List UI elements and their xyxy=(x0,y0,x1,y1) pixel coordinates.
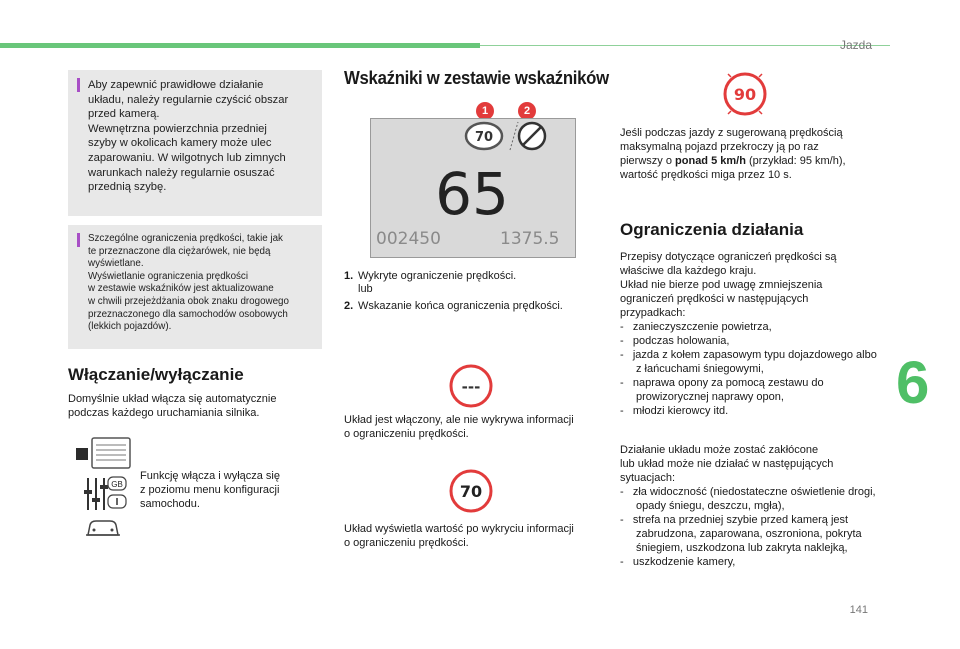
note-camera-cleaning xyxy=(68,70,322,216)
func-description: Funkcję włącza i wyłącza się z poziomu menu konfiguracji samochodu. xyxy=(140,470,280,510)
note-marker xyxy=(77,233,80,247)
item-text: Wskazanie końca ograniczenia prędkości. xyxy=(358,300,563,312)
top-divider xyxy=(480,45,890,46)
chapter-number: 6 xyxy=(896,349,930,416)
separator xyxy=(510,122,518,150)
heading-wskazniki: Wskaźniki w zestawie wskaźników xyxy=(344,68,609,88)
no-limit-sign-icon xyxy=(448,363,494,409)
zaklocenia-text: Działanie układu może zostać zakłócone lub układ może nie działać w następujących sytuacjach: xyxy=(620,444,834,484)
list-item: - młodzi kierowcy itd. xyxy=(620,405,729,417)
list-item: - podczas holowania, xyxy=(620,335,730,347)
list-item-1 xyxy=(344,270,594,296)
dash-sign-area xyxy=(462,120,574,160)
dash-sign-value: 70 xyxy=(474,130,494,145)
limit-90-flashing-sign-icon xyxy=(722,71,768,117)
text-no-limit: Układ jest włączony, ale nie wykrywa informacji o ograniczeniu prędkości. xyxy=(344,414,574,440)
ograniczenia-text: Przepisy dotyczące ograniczeń prędkości są właściwe dla każdego kraju. Układ nie bierze pod uwagę zmniejszenia ograniczeń prędkości w następujących przypadkach: xyxy=(620,251,837,319)
item-number: 2. xyxy=(344,300,354,312)
list-limitations xyxy=(620,320,882,418)
heading-wlaczanie: Włączanie/wyłączanie xyxy=(68,365,244,384)
note-special-limits xyxy=(68,225,322,349)
end-of-limit-icon xyxy=(519,123,545,149)
text-limit-70: Układ wyświetla wartość po wykryciu informacji o ograniczeniu prędkości. xyxy=(344,523,574,549)
list-item: - naprawa opony za pomocą zestawu do prowizorycznej naprawy opon, xyxy=(620,377,824,403)
dash-odometer: 002450 xyxy=(376,229,441,249)
heading-ograniczenia: Ograniczenia działania xyxy=(620,220,804,239)
callout-badge-2: 2 xyxy=(518,102,536,120)
section-label: Jazda xyxy=(839,38,872,52)
settings-sliders-icon xyxy=(84,478,108,510)
text-overspeed: Jeśli podczas jazdy z sugerowaną prędkością maksymalną pojazd przekroczy ją po raz pierwszy o ponad 5 km/h (przykład: 95 km/h), wartość prędkości miga przez 10 s. xyxy=(620,127,846,181)
item-sub: lub xyxy=(358,283,373,295)
svg-text:---: --- xyxy=(461,378,481,396)
list-item-2 xyxy=(344,300,594,313)
wlaczanie-text: Domyślnie układ włącza się automatycznie podczas każdego uruchamiania silnika. xyxy=(68,393,277,419)
svg-text:70: 70 xyxy=(459,482,483,501)
display-screen-icon xyxy=(76,438,130,468)
list-item: - uszkodzenie kamery, xyxy=(620,556,736,568)
dash-speed: 65 xyxy=(435,160,509,228)
settings-icons-group xyxy=(72,435,132,543)
top-accent-bar xyxy=(0,43,480,48)
note-text: Aby zapewnić prawidłowe działanie układu, należy regularnie czyścić obszar przed kamerą. Wewnętrzna powierzchnia przedniej szyby w okolicach kamery może ulec zaparowaniu. W wilgotnych lub zimnych warunkach należy regularnie osuszać przednią szybę. xyxy=(88,79,289,194)
item-number: 1. xyxy=(344,270,354,282)
list-item: - jazda z kołem zapasowym typu dojazdowego albo z łańcuchami śniegowymi, xyxy=(620,349,877,375)
page-number: 141 xyxy=(849,604,868,616)
list-item: - zła widoczność (niedostateczne oświetlenie drogi, opady śniegu, deszczu, mgła), xyxy=(620,486,876,512)
note-marker xyxy=(77,78,80,92)
dash-trip: 1375.5 xyxy=(500,229,560,249)
list-item: - strefa na przedniej szybie przed kamerą jest zabrudzona, zaparowana, oszroniona, pokryta śniegiem, uszkodzona lub zakryta naklejką, xyxy=(620,514,862,554)
speed-limit-sign-icon xyxy=(466,123,502,149)
item-text: Wykryte ograniczenie prędkości. xyxy=(358,270,517,282)
car-icon xyxy=(86,521,120,535)
info-icon xyxy=(108,495,126,508)
list-item: - zanieczyszczenie powietrza, xyxy=(620,321,772,333)
svg-text:GB: GB xyxy=(111,480,123,489)
svg-text:90: 90 xyxy=(733,85,757,104)
callout-badge-1: 1 xyxy=(476,102,494,120)
language-icon xyxy=(108,477,126,490)
note-text: Szczególne ograniczenia prędkości, takie jak te przeznaczone dla ciężarówek, nie będą wyświetlane. Wyświetlanie ograniczenia prędkości w zestawie wskaźników jest aktualizowane w chwili przejeżdżania obok znaku drogowego przeznaczonego dla samochodów osobowych (lekkich pojazdów). xyxy=(88,233,289,333)
limit-70-sign-icon xyxy=(448,468,494,514)
list-disturbances xyxy=(620,485,882,569)
